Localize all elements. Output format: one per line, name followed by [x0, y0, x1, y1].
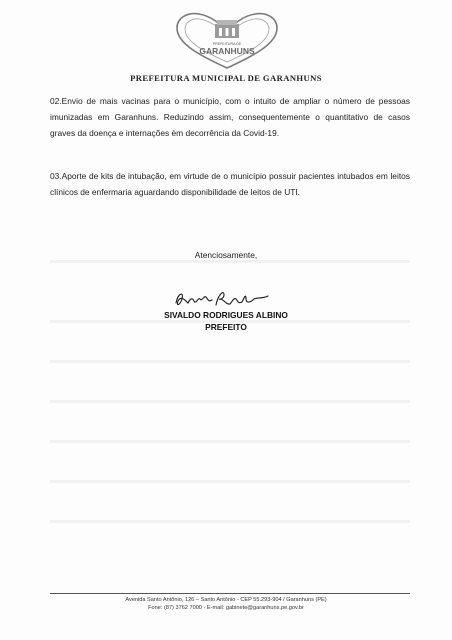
bleed-through-line — [50, 480, 410, 483]
bleed-through-line — [50, 520, 410, 523]
garanhuns-logo — [171, 10, 283, 72]
logo-caption-main: GARANHUNS — [199, 46, 255, 56]
bleed-through-line — [50, 400, 410, 403]
footer-contact: Fone: (87) 3762 7000 - E-mail: gabinete@garanhuns.pe.gov.br — [148, 605, 304, 611]
list-item — [50, 168, 410, 200]
item-number: 02. — [50, 96, 62, 106]
list-item — [50, 93, 410, 142]
bleed-through-line — [50, 440, 410, 443]
bleed-through-line — [50, 260, 410, 263]
footer-divider — [50, 593, 410, 594]
logo-caption-top: PREFEITURA DE — [212, 42, 242, 46]
signer-name: SIVALDO RODRIGUES ALBINO — [164, 310, 288, 320]
item-text: Aporte de kits de intubação, em virtude de o município possuir pacientes intubados em leitos clínicos de enfermaria aguardando disponibilidade de leitos de UTI. — [50, 171, 410, 198]
closing-text: Atenciosamente, — [194, 250, 258, 260]
handwritten-signature — [172, 285, 272, 311]
page-title: PREFEITURA MUNICIPAL DE GARANHUNS — [130, 73, 322, 83]
footer-address: Avenida Santo Antônio, 126 – Santo Antônio - CEP 55.293-904 / Garanhuns (PE) — [125, 597, 327, 603]
bleed-through-line — [50, 360, 410, 363]
item-number: 03. — [50, 171, 62, 181]
signer-role: PREFEITO — [205, 322, 247, 332]
item-text: Envio de mais vacinas para o município, com o intuito de ampliar o número de pessoas imunizadas em Garanhuns. Reduzindo assim, consequentemente o quantitativo de casos graves da doença e internações èm decorrência da Covid-19. — [50, 96, 410, 139]
